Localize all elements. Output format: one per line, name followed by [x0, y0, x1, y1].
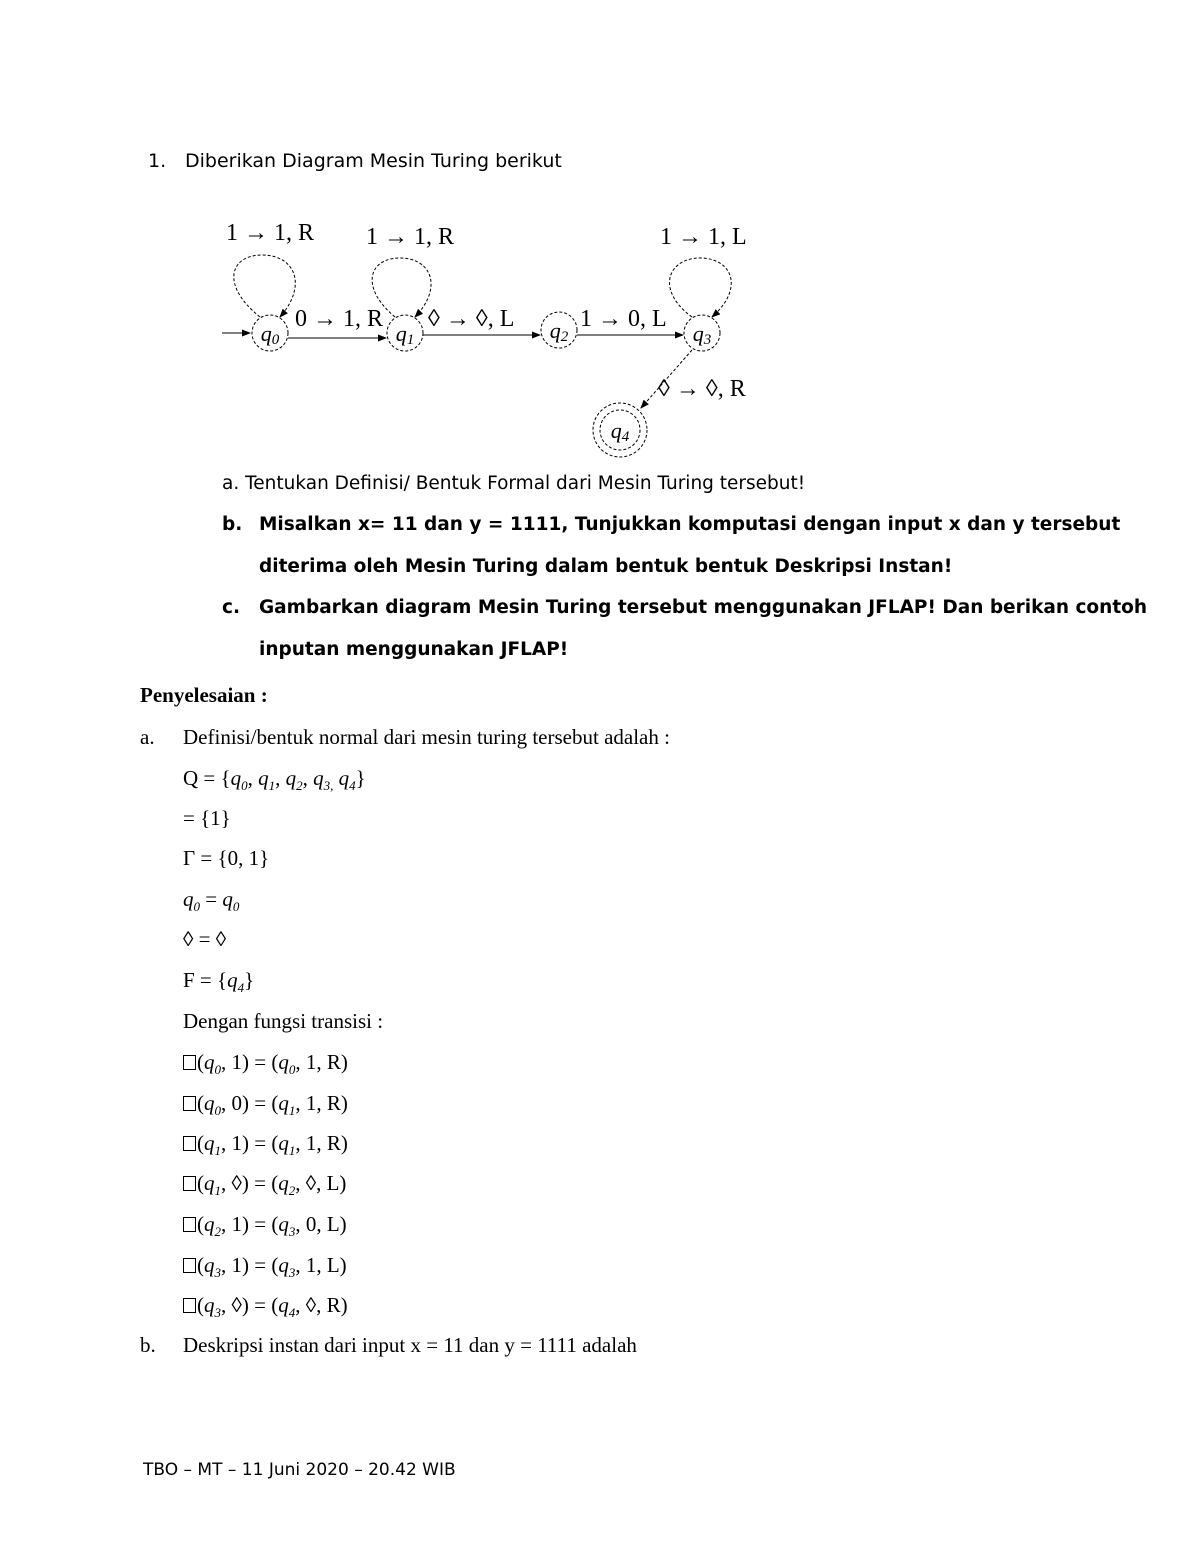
page-footer: TBO – MT – 11 Juni 2020 – 20.42 WIB	[143, 1460, 456, 1480]
svg-text:q4: q4	[610, 418, 630, 445]
set-sigma: = {1}	[183, 806, 231, 830]
state-q0	[252, 315, 288, 351]
state-q3	[684, 315, 720, 351]
question-number: 1.	[148, 150, 167, 172]
solution-a-intro: Definisi/bentuk normal dari mesin turing tersebut adalah :	[183, 725, 670, 749]
label-edge-q3-q4: ◊ → ◊, R	[658, 376, 746, 402]
transition-3: ($q_1$, $1) = (q_1$, 1, R)	[183, 1131, 348, 1159]
blank-symbol: ◊ = ◊	[183, 927, 227, 951]
solution-a-label: a.	[140, 725, 155, 749]
label-edge-q0-q1: 0 → 1, R	[295, 306, 384, 332]
label-loop-q3: 1 → 1, L	[660, 224, 747, 250]
loop-q3	[670, 258, 732, 317]
label-loop-q1: 1 → 1, R	[366, 224, 455, 250]
delta-glyph-icon	[183, 1136, 196, 1151]
state-q2	[541, 312, 577, 348]
subquestion-b-line2: diterima oleh Mesin Turing dalam bentuk bentuk Deskripsi Instan!	[259, 556, 953, 577]
start-state: $q_0 = q_0$	[183, 887, 240, 915]
transition-2: ($q_0$, $0) = (q_1$, 1, R)	[183, 1091, 348, 1119]
subquestion-a-text: Tentukan Definisi/ Bentuk Formal dari Mesin Turing tersebut!	[245, 473, 806, 494]
subquestion-c	[222, 597, 1147, 618]
question-text: Diberikan Diagram Mesin Turing berikut	[185, 150, 562, 172]
set-Q: $Q = \{q_0$, $q_1$, $q_2$, $q_{3,}$ $q_4$}	[183, 766, 366, 794]
label-edge-q1-q2: ◊ → ◊, L	[428, 306, 515, 332]
solution-heading: Penyelesaian :	[140, 683, 268, 707]
delta-glyph-icon	[183, 1176, 196, 1191]
set-gamma: Γ = {0, 1}	[183, 846, 270, 870]
subquestion-b-label: b.	[222, 514, 243, 535]
transition-1: ($q_0$, $1) = (q_0$, 1, R)	[183, 1050, 348, 1078]
transition-5: ($q_2$, $1) = (q_3$, 0, L)	[183, 1212, 347, 1240]
transition-intro: Dengan fungsi transisi :	[183, 1009, 384, 1033]
set-F: $F = \{q_4\}$	[183, 968, 255, 996]
turing-machine-diagram	[200, 200, 800, 470]
subquestion-c-line1: Gambarkan diagram Mesin Turing tersebut menggunakan JFLAP! Dan berikan contoh	[259, 597, 1148, 618]
subquestion-a-label: a.	[222, 473, 240, 494]
delta-glyph-icon	[183, 1096, 196, 1111]
subquestion-c-label: c.	[222, 597, 240, 618]
transition-6: ($q_3$, $1) = (q_3$, 1, L)	[183, 1253, 347, 1281]
state-q0-name: q	[260, 321, 272, 346]
delta-glyph-icon	[183, 1298, 196, 1313]
solution-b-text: Deskripsi instan dari input x = 11 dan y = 1111 adalah	[183, 1333, 637, 1357]
svg-text:q2: q2	[549, 318, 569, 345]
delta-glyph-icon	[183, 1055, 196, 1070]
subquestion-a	[222, 473, 805, 494]
loop-q0	[234, 255, 295, 317]
subquestion-b-line1: Misalkan x= 11 dan y = 1111, Tunjukkan komputasi dengan input x dan y tersebut	[259, 514, 1121, 535]
label-edge-q2-q3: 1 → 0, L	[580, 306, 667, 332]
subquestion-b	[222, 514, 1120, 535]
subquestion-c-line2: inputan menggunakan JFLAP!	[259, 639, 569, 660]
question-title	[148, 150, 562, 172]
svg-text:q1: q1	[395, 321, 415, 348]
svg-text:q3: q3	[692, 321, 712, 348]
transition-4: ($q_1$, ◊) = ($q_2$, ◊, L)	[183, 1171, 346, 1199]
label-loop-q0: 1 → 1, R	[226, 220, 315, 246]
delta-glyph-icon	[183, 1258, 196, 1273]
state-q1	[387, 315, 423, 351]
transition-7: ($q_3$, ◊) = ($q_4$, ◊, R)	[183, 1293, 348, 1321]
state-q4-final	[593, 403, 647, 457]
solution-b-label: b.	[140, 1333, 156, 1357]
svg-text:q0: q0	[260, 321, 280, 348]
delta-glyph-icon	[183, 1217, 196, 1232]
